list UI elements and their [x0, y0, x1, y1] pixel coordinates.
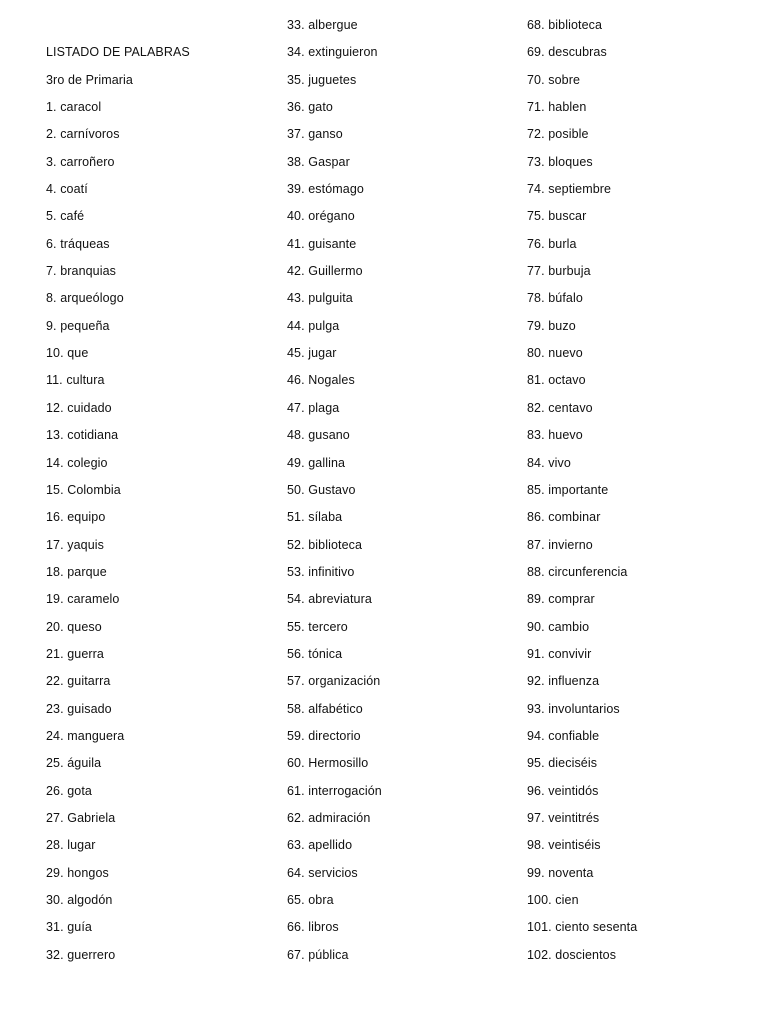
word-list-item: 55. tercero	[287, 619, 348, 634]
word-list-item: 19. caramelo	[46, 592, 120, 607]
word-list-item: 5. café	[46, 209, 85, 224]
word-list-item: 59. directorio	[287, 728, 361, 743]
word-list-item: 86. combinar	[527, 510, 601, 525]
word-list-item: 36. gato	[287, 100, 333, 115]
word-list-item: 98. veintiséis	[527, 838, 601, 853]
word-list-item: 60. Hermosillo	[287, 756, 369, 771]
word-list-item: 83. huevo	[527, 428, 583, 443]
word-list-item: 11. cultura	[46, 373, 105, 388]
word-list-item: 72. posible	[527, 127, 589, 142]
word-list-item: 26. gota	[46, 783, 92, 798]
word-list-item: 50. Gustavo	[287, 482, 356, 497]
word-list-item: 52. biblioteca	[287, 537, 363, 552]
word-list-item: 33. albergue	[287, 18, 358, 32]
word-column-2	[287, 16, 382, 973]
word-list-item: 95. dieciséis	[527, 756, 598, 771]
word-list-item: 31. guía	[46, 920, 92, 935]
word-list-item: 20. queso	[46, 619, 102, 634]
word-list-item: 75. buscar	[527, 209, 587, 224]
word-list-item: 42. Guillermo	[287, 264, 363, 279]
word-list-item: 61. interrogación	[287, 783, 382, 798]
word-list-item: 40. orégano	[287, 209, 355, 224]
document-title: LISTADO DE PALABRAS	[46, 45, 190, 60]
word-list-item: 43. pulguita	[287, 291, 353, 306]
word-list-item: 57. organización	[287, 674, 381, 689]
word-list-item: 67. pública	[287, 947, 349, 962]
word-list-item: 56. tónica	[287, 646, 343, 661]
word-list-item: 101. ciento sesenta	[527, 920, 638, 935]
blank-line	[46, 16, 190, 43]
word-list-2	[287, 16, 382, 973]
word-list-item: 38. Gaspar	[287, 154, 350, 169]
word-list-1	[46, 98, 190, 973]
word-list-item: 48. gusano	[287, 428, 350, 443]
word-list-item: 94. confiable	[527, 728, 600, 743]
word-list-item: 90. cambio	[527, 619, 590, 634]
word-list-item: 51. sílaba	[287, 510, 343, 525]
word-list-item: 6. tráqueas	[46, 236, 110, 251]
word-list-item: 14. colegio	[46, 455, 108, 470]
word-list-item: 46. Nogales	[287, 373, 355, 388]
word-list-item: 76. burla	[527, 236, 577, 251]
word-list-item: 80. nuevo	[527, 346, 583, 361]
word-list-item: 89. comprar	[527, 592, 595, 607]
word-list-item: 93. involuntarios	[527, 701, 620, 716]
word-list-item: 4. coatí	[46, 182, 88, 197]
word-list-item: 64. servicios	[287, 865, 358, 880]
word-list-item: 41. guisante	[287, 236, 357, 251]
word-list-item: 82. centavo	[527, 400, 593, 415]
word-list-item: 28. lugar	[46, 838, 96, 853]
word-list-item: 29. hongos	[46, 865, 109, 880]
word-list-item: 2. carnívoros	[46, 127, 120, 142]
word-list-item: 63. apellido	[287, 838, 353, 853]
word-list-item: 13. cotidiana	[46, 428, 119, 443]
word-list-3	[527, 16, 637, 973]
word-list-item: 66. libros	[287, 920, 339, 935]
word-list-item: 1. caracol	[46, 100, 102, 115]
document-subtitle: 3ro de Primaria	[46, 72, 133, 87]
word-list-item: 102. doscientos	[527, 947, 617, 962]
word-list-item: 58. alfabético	[287, 701, 363, 716]
word-list-item: 9. pequeña	[46, 318, 110, 333]
word-list-item: 91. convivir	[527, 646, 592, 661]
word-list-item: 92. influenza	[527, 674, 600, 689]
word-list-item: 37. ganso	[287, 127, 343, 142]
word-list-item: 23. guisado	[46, 701, 112, 716]
word-list-item: 62. admiración	[287, 810, 371, 825]
word-list-item: 74. septiembre	[527, 182, 612, 197]
word-list-item: 68. biblioteca	[527, 18, 603, 32]
word-list-item: 32. guerrero	[46, 947, 116, 962]
word-list-item: 12. cuidado	[46, 400, 112, 415]
word-column-1	[46, 16, 190, 973]
word-list-item: 96. veintidós	[527, 783, 599, 798]
word-list-item: 70. sobre	[527, 72, 581, 87]
word-list-item: 45. jugar	[287, 346, 337, 361]
word-list-item: 69. descubras	[527, 45, 607, 60]
word-list-item: 25. águila	[46, 756, 102, 771]
word-list-item: 44. pulga	[287, 318, 340, 333]
word-list-item: 8. arqueólogo	[46, 291, 124, 306]
word-list-item: 78. búfalo	[527, 291, 583, 306]
word-list-item: 7. branquias	[46, 264, 116, 279]
word-list-item: 71. hablen	[527, 100, 587, 115]
word-list-item: 16. equipo	[46, 510, 106, 525]
word-list-item: 22. guitarra	[46, 674, 111, 689]
word-list-item: 15. Colombia	[46, 482, 121, 497]
word-list-item: 24. manguera	[46, 728, 125, 743]
word-list-item: 17. yaquis	[46, 537, 104, 552]
word-list-item: 84. vivo	[527, 455, 571, 470]
word-list-item: 77. burbuja	[527, 264, 591, 279]
word-list-item: 39. estómago	[287, 182, 364, 197]
word-list-item: 54. abreviatura	[287, 592, 372, 607]
word-list-item: 53. infinitivo	[287, 564, 355, 579]
word-list-item: 88. circunferencia	[527, 564, 628, 579]
word-list-item: 30. algodón	[46, 893, 113, 907]
word-list-item: 99. noventa	[527, 865, 594, 880]
word-list-item: 21. guerra	[46, 646, 104, 661]
word-list-item: 85. importante	[527, 482, 609, 497]
word-list-item: 87. invierno	[527, 537, 593, 552]
word-list-item: 97. veintitrés	[527, 810, 600, 825]
word-list-item: 100. cien	[527, 893, 579, 907]
word-list-item: 27. Gabriela	[46, 810, 116, 825]
word-list-item: 35. juguetes	[287, 72, 357, 87]
word-list-item: 10. que	[46, 346, 89, 361]
word-list-item: 81. octavo	[527, 373, 586, 388]
word-list-item: 3. carroñero	[46, 154, 115, 169]
word-column-3	[527, 16, 637, 973]
word-list-item: 18. parque	[46, 564, 107, 579]
word-list-item: 79. buzo	[527, 318, 576, 333]
word-list-item: 34. extinguieron	[287, 45, 378, 60]
word-list-item: 73. bloques	[527, 154, 593, 169]
word-list-item: 49. gallina	[287, 455, 346, 470]
word-list-item: 47. plaga	[287, 400, 340, 415]
word-list-item: 65. obra	[287, 893, 334, 907]
